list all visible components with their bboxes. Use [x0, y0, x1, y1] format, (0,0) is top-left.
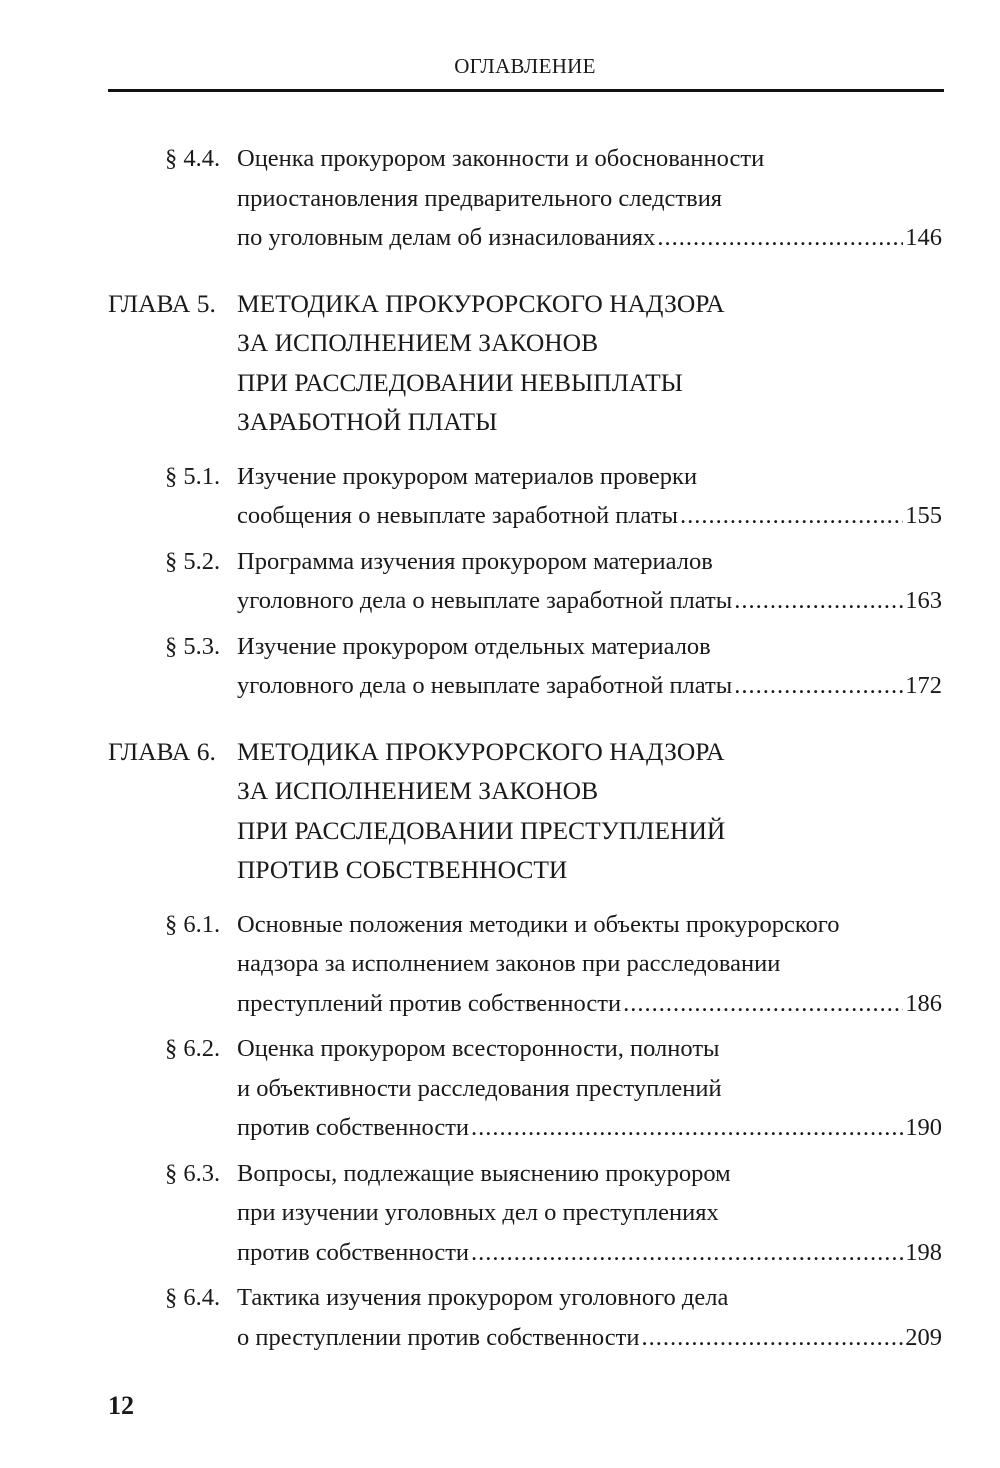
toc-section[interactable]	[108, 1029, 942, 1148]
entry-number: ГЛАВА 5.	[108, 288, 216, 318]
entry-title-text: уголовного дела о невыплате заработной платы	[237, 672, 733, 699]
entry-title-text: сообщения о невыплате заработной платы	[237, 502, 678, 529]
entry-number: § 6.2.	[165, 1035, 221, 1062]
dot-leader	[471, 1233, 903, 1273]
entry-title-text: приостановления предварительного следствия	[237, 184, 723, 212]
entry-page: 186	[905, 989, 942, 1017]
toc-chapter[interactable]	[108, 732, 942, 890]
entry-title-line	[237, 1069, 942, 1109]
entry-title-line	[237, 666, 942, 706]
entry-title-text: о преступлении против собственности	[237, 1323, 640, 1351]
entry-title-text: ПРИ РАССЛЕДОВАНИИ ПРЕСТУПЛЕНИЙ	[237, 815, 726, 845]
entry-title-text: МЕТОДИКА ПРОКУРОРСКОГО НАДЗОРА	[237, 288, 725, 318]
entry-title-line	[237, 218, 942, 258]
entry-title-line	[237, 1029, 942, 1069]
entry-title-line	[237, 542, 942, 582]
entry-title-line	[237, 1233, 942, 1273]
entry-title-text: ЗАРАБОТНОЙ ПЛАТЫ	[237, 407, 498, 436]
entry-page: 198	[905, 1238, 942, 1266]
entry-title-line	[237, 1318, 942, 1358]
entry-title-line	[237, 363, 942, 403]
entry-title-text: ПРИ РАССЛЕДОВАНИИ НЕВЫПЛАТЫ	[237, 367, 683, 397]
entry-title-text: преступлений против собственности	[237, 989, 622, 1017]
entry-title-text: против собственности	[237, 1114, 470, 1141]
entry-title-text: ПРОТИВ СОБСТВЕННОСТИ	[237, 855, 568, 884]
entry-title-text: Изучение прокурором отдельных материалов	[237, 632, 711, 660]
entry-title-text: против собственности	[237, 1238, 470, 1266]
entry-title-text: Оценка прокурором законности и обоснованности	[237, 145, 765, 172]
toc-section[interactable]	[108, 542, 942, 621]
toc-section[interactable]	[108, 139, 942, 258]
entry-title-text: ЗА ИСПОЛНЕНИЕМ ЗАКОНОВ	[237, 328, 599, 357]
toc-section[interactable]	[108, 905, 942, 1024]
entry-page: 209	[905, 1323, 942, 1351]
dot-leader	[623, 984, 903, 1024]
entry-title-text: Оценка прокурором всесторонности, полноты	[237, 1035, 720, 1062]
entry-title-line	[237, 139, 942, 179]
entry-number: § 4.4.	[165, 145, 221, 172]
toc-section[interactable]	[108, 1278, 942, 1357]
entry-title-text: по уголовным делам об изнасилованиях	[237, 224, 656, 251]
entry-title-text: Программа изучения прокурором материалов	[237, 547, 713, 575]
table-of-contents	[108, 139, 942, 1357]
entry-title-line	[237, 1193, 942, 1233]
dot-leader	[680, 496, 903, 536]
dot-leader	[657, 218, 903, 258]
entry-title-text: Основные положения методики и объекты прокурорского	[237, 910, 840, 938]
entry-title-text: при изучении уголовных дел о преступлениях	[237, 1199, 719, 1226]
entry-number: ГЛАВА 6.	[108, 736, 216, 766]
toc-section[interactable]	[108, 457, 942, 536]
page-number: 12	[108, 1391, 134, 1420]
entry-title-line	[237, 1108, 942, 1148]
entry-title-text: Тактика изучения прокурором уголовного дела	[237, 1284, 729, 1311]
entry-title-line	[237, 323, 942, 363]
header-rule	[108, 89, 944, 92]
entry-title-text: уголовного дела о невыплате заработной платы	[237, 587, 733, 614]
toc-section[interactable]	[108, 1154, 942, 1273]
dot-leader	[641, 1318, 903, 1358]
entry-title-line	[237, 732, 942, 772]
entry-title-text: ЗА ИСПОЛНЕНИЕМ ЗАКОНОВ	[237, 776, 599, 805]
entry-number: § 6.1.	[165, 910, 221, 938]
entry-page: 190	[905, 1114, 942, 1141]
entry-title-line	[237, 944, 942, 984]
entry-title-text: Вопросы, подлежащие выяснению прокурором	[237, 1159, 731, 1187]
entry-number: § 5.1.	[165, 462, 221, 490]
entry-page: 146	[905, 224, 942, 251]
entry-title-line	[237, 811, 942, 851]
entry-title-line	[237, 581, 942, 621]
entry-title-line	[237, 402, 942, 442]
dot-leader	[734, 666, 903, 706]
entry-title-line	[237, 1154, 942, 1194]
entry-title-line	[237, 627, 942, 667]
entry-title-text: надзора за исполнением законов при расследовании	[237, 950, 781, 977]
running-header: ОГЛАВЛЕНИЕ	[454, 54, 596, 78]
entry-title-line	[237, 984, 942, 1024]
entry-title-text: Изучение прокурором материалов проверки	[237, 462, 698, 490]
entry-title-line	[237, 905, 942, 945]
entry-title-line	[237, 1278, 942, 1318]
entry-page: 172	[905, 672, 942, 699]
entry-number: § 5.2.	[165, 547, 221, 575]
entry-page: 163	[905, 587, 942, 614]
dot-leader	[471, 1108, 903, 1148]
entry-number: § 6.4.	[165, 1284, 221, 1311]
entry-page: 155	[905, 502, 942, 529]
entry-number: § 5.3.	[165, 632, 221, 660]
entry-title-line	[237, 179, 942, 219]
entry-title-text: и объективности расследования преступлений	[237, 1074, 722, 1102]
entry-title-line	[237, 771, 942, 811]
entry-title-line	[237, 496, 942, 536]
entry-title-line	[237, 850, 942, 890]
entry-title-text: МЕТОДИКА ПРОКУРОРСКОГО НАДЗОРА	[237, 736, 725, 766]
entry-number: § 6.3.	[165, 1159, 221, 1187]
toc-chapter[interactable]	[108, 284, 942, 442]
toc-section[interactable]	[108, 627, 942, 706]
entry-title-line	[237, 457, 942, 497]
dot-leader	[734, 581, 903, 621]
entry-title-line	[237, 284, 942, 324]
